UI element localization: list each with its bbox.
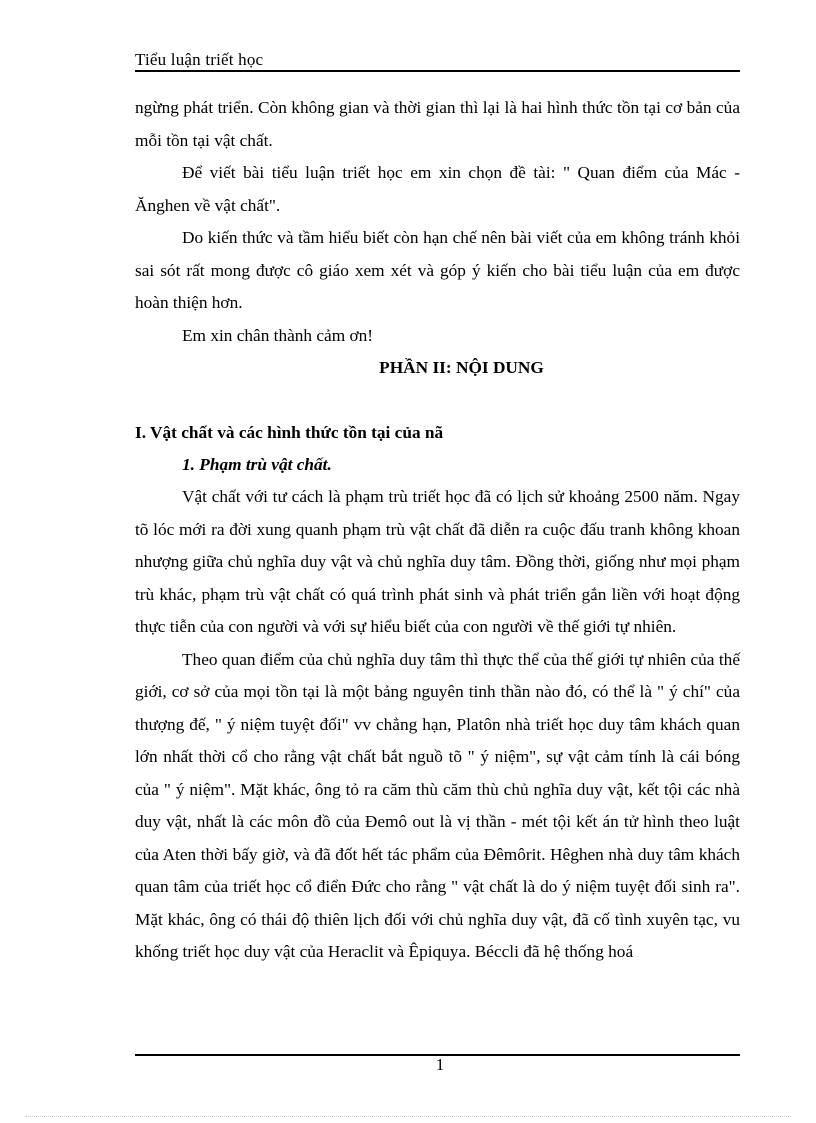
header-divider [135, 70, 740, 72]
page-header-title: Tiểu luận triết học [135, 50, 264, 69]
section-heading: I. Vật chất và các hình thức tồn tại của nã [135, 422, 444, 442]
page-bottom-edge [25, 1116, 791, 1117]
section-spacer [135, 385, 740, 417]
paragraph-topic: Để viết bài tiểu luận triết học em xin chọn đề tài: " Quan điểm của Mác - Ănghen về vật chất". [135, 163, 740, 215]
page-number: 1 [435, 1055, 445, 1074]
paragraph-idealism-view: Theo quan điểm của chủ nghĩa duy tâm thì thực thể của thế giới tự nhiên của thế giới, cơ sở của mọi tồn tại là một bảng nguyên tinh thần nào đó, có thể là " ý chí" của thượng đế, " ý niệm tuyệt đối" vv chẳng hạn, Platôn nhà triết học duy tâm khách quan lớn nhất thời cổ cho rằng vật chất bắt nguồ tõ " ý niệm", sự vật cảm tính là cái bóng của " ý niệm". Mặt khác, ông tỏ ra căm thù căm thù chủ nghĩa duy vật, kết tội các nhà duy vật, nhất là các môn đồ của Đemô out là vị thần - mét tội kết án tử hình theo luật của Aten thời bấy giờ, và đã đốt hết tác phẩm của Đêmôrit. Hêghen nhà duy tâm khách quan tâm của triết học cổ điển Đức cho rằng " vật chất là do ý niệm tuyệt đối sinh ra". Mặt khác, ông có thái độ thiên lịch đối với chủ nghĩa duy vật, đã cố tình xuyên tạc, vu khống triết học duy vật của Heraclit và Êpiquya. Béccli đã hệ thống hoá [135, 649, 740, 961]
paragraph-apology: Do kiến thức và tầm hiểu biết còn hạn chế nên bài viết của em không tránh khỏi sai sót rất mong được cô giáo xem xét và góp ý kiến cho bài tiểu luận của em được hoàn thiện hơn. [135, 228, 740, 312]
paragraph-thanks: Em xin chân thành cảm ơn! [182, 325, 374, 345]
document-body [135, 92, 740, 969]
paragraph-continuation: ngừng phát triển. Còn không gian và thời gian thì lại là hai hình thức tồn tại cơ bản của mỗi tồn tại vật chất. [135, 98, 740, 150]
part-heading: PHẦN II: NỘI DUNG [379, 358, 544, 377]
subsection-heading: 1. Phạm trù vật chất. [182, 454, 332, 474]
paragraph-matter-history: Vật chất với tư cách là phạm trù triết học đã có lịch sử khoảng 2500 năm. Ngay tõ lóc mới ra đời xung quanh phạm trù vật chất đã diễn ra cuộc đấu tranh không khoan nhượng giữa chủ nghĩa duy vật và chủ nghĩa duy tâm. Đồng thời, giống như mọi phạm trù khác, phạm trù vật chất có quá trình phát sinh và phát triển gắn liền với hoạt động thực tiễn của con người và với sự hiểu biết của con người về thế giới tự nhiên. [135, 487, 740, 636]
